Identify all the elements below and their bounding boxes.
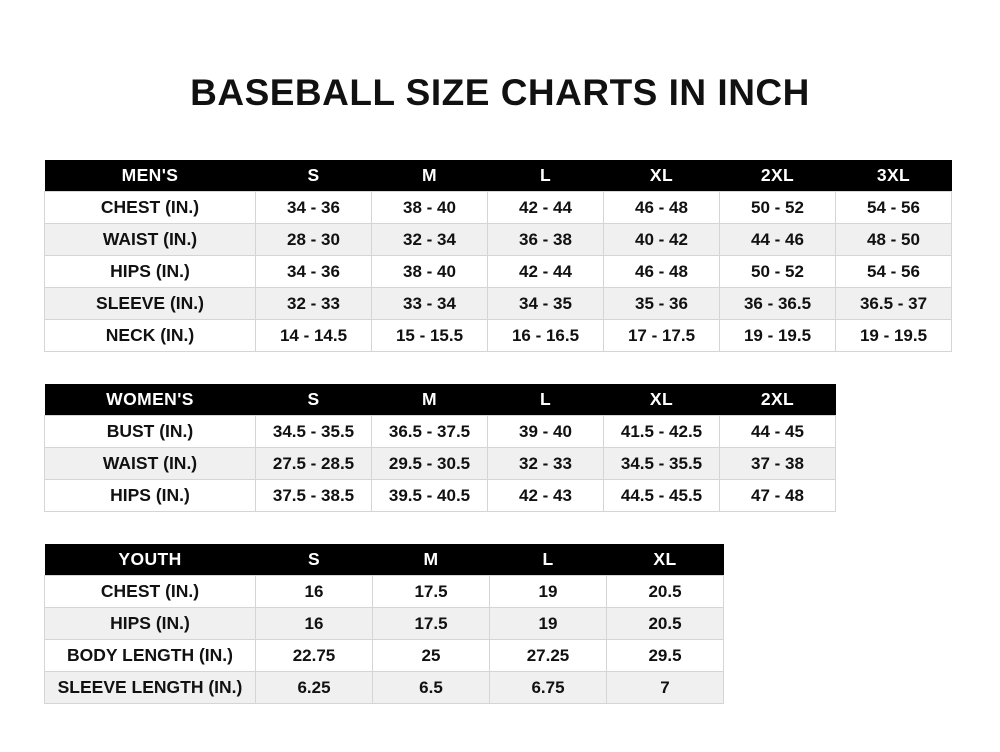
cell: 40 - 42 bbox=[604, 224, 720, 256]
cell: 33 - 34 bbox=[372, 288, 488, 320]
cell: 32 - 33 bbox=[256, 288, 372, 320]
cell: 36 - 38 bbox=[488, 224, 604, 256]
cell: 50 - 52 bbox=[720, 192, 836, 224]
tables-container bbox=[0, 160, 1000, 704]
cell: 44.5 - 45.5 bbox=[604, 480, 720, 512]
cell: 19 - 19.5 bbox=[720, 320, 836, 352]
table-row bbox=[45, 448, 836, 480]
cell: 32 - 33 bbox=[488, 448, 604, 480]
cell: 35 - 36 bbox=[604, 288, 720, 320]
table-row bbox=[45, 256, 952, 288]
mens-header-l: L bbox=[488, 160, 604, 192]
cell: 6.25 bbox=[256, 672, 373, 704]
youth-size-table bbox=[44, 544, 724, 704]
table-row bbox=[45, 192, 952, 224]
row-label: SLEEVE (IN.) bbox=[45, 288, 256, 320]
youth-header-m: M bbox=[373, 544, 490, 576]
mens-table-header bbox=[45, 160, 952, 192]
cell: 19 bbox=[490, 608, 607, 640]
table-row bbox=[45, 224, 952, 256]
youth-table-header bbox=[45, 544, 724, 576]
cell: 6.75 bbox=[490, 672, 607, 704]
table-row bbox=[45, 640, 724, 672]
cell: 7 bbox=[607, 672, 724, 704]
cell: 17.5 bbox=[373, 608, 490, 640]
cell: 37.5 - 38.5 bbox=[256, 480, 372, 512]
table-row bbox=[45, 672, 724, 704]
cell: 22.75 bbox=[256, 640, 373, 672]
table-row bbox=[45, 576, 724, 608]
cell: 34 - 35 bbox=[488, 288, 604, 320]
row-label: WAIST (IN.) bbox=[45, 224, 256, 256]
row-label: CHEST (IN.) bbox=[45, 192, 256, 224]
cell: 6.5 bbox=[373, 672, 490, 704]
cell: 39.5 - 40.5 bbox=[372, 480, 488, 512]
mens-header-xl: XL bbox=[604, 160, 720, 192]
youth-header-s: S bbox=[256, 544, 373, 576]
womens-header-s: S bbox=[256, 384, 372, 416]
row-label: NECK (IN.) bbox=[45, 320, 256, 352]
cell: 46 - 48 bbox=[604, 192, 720, 224]
row-label: HIPS (IN.) bbox=[45, 480, 256, 512]
cell: 20.5 bbox=[607, 576, 724, 608]
cell: 14 - 14.5 bbox=[256, 320, 372, 352]
cell: 29.5 bbox=[607, 640, 724, 672]
womens-table-header bbox=[45, 384, 836, 416]
row-label: HIPS (IN.) bbox=[45, 256, 256, 288]
mens-header-3xl: 3XL bbox=[836, 160, 952, 192]
cell: 41.5 - 42.5 bbox=[604, 416, 720, 448]
mens-size-table bbox=[44, 160, 952, 352]
womens-header-label: WOMEN'S bbox=[45, 384, 256, 416]
table-spacer bbox=[44, 512, 1000, 544]
table-row bbox=[45, 608, 724, 640]
youth-header-label: YOUTH bbox=[45, 544, 256, 576]
cell: 46 - 48 bbox=[604, 256, 720, 288]
cell: 19 bbox=[490, 576, 607, 608]
cell: 39 - 40 bbox=[488, 416, 604, 448]
womens-header-xl: XL bbox=[604, 384, 720, 416]
cell: 37 - 38 bbox=[720, 448, 836, 480]
table-row bbox=[45, 480, 836, 512]
table-spacer bbox=[44, 352, 1000, 384]
row-label: CHEST (IN.) bbox=[45, 576, 256, 608]
cell: 25 bbox=[373, 640, 490, 672]
cell: 36.5 - 37 bbox=[836, 288, 952, 320]
cell: 34 - 36 bbox=[256, 192, 372, 224]
row-label: SLEEVE LENGTH (IN.) bbox=[45, 672, 256, 704]
table-row bbox=[45, 288, 952, 320]
cell: 36.5 - 37.5 bbox=[372, 416, 488, 448]
cell: 42 - 44 bbox=[488, 192, 604, 224]
womens-header-m: M bbox=[372, 384, 488, 416]
cell: 16 bbox=[256, 608, 373, 640]
cell: 34.5 - 35.5 bbox=[604, 448, 720, 480]
mens-header-s: S bbox=[256, 160, 372, 192]
cell: 44 - 45 bbox=[720, 416, 836, 448]
cell: 32 - 34 bbox=[372, 224, 488, 256]
cell: 34.5 - 35.5 bbox=[256, 416, 372, 448]
womens-size-table bbox=[44, 384, 836, 512]
cell: 34 - 36 bbox=[256, 256, 372, 288]
mens-table-body bbox=[45, 192, 952, 352]
cell: 50 - 52 bbox=[720, 256, 836, 288]
youth-header-xl: XL bbox=[607, 544, 724, 576]
cell: 48 - 50 bbox=[836, 224, 952, 256]
table-row bbox=[45, 416, 836, 448]
table-header-row bbox=[45, 384, 836, 416]
cell: 54 - 56 bbox=[836, 192, 952, 224]
mens-header-label: MEN'S bbox=[45, 160, 256, 192]
row-label: BODY LENGTH (IN.) bbox=[45, 640, 256, 672]
cell: 44 - 46 bbox=[720, 224, 836, 256]
mens-header-2xl: 2XL bbox=[720, 160, 836, 192]
cell: 15 - 15.5 bbox=[372, 320, 488, 352]
womens-table-body bbox=[45, 416, 836, 512]
youth-table-body bbox=[45, 576, 724, 704]
cell: 19 - 19.5 bbox=[836, 320, 952, 352]
table-header-row bbox=[45, 544, 724, 576]
cell: 42 - 44 bbox=[488, 256, 604, 288]
mens-header-m: M bbox=[372, 160, 488, 192]
cell: 54 - 56 bbox=[836, 256, 952, 288]
cell: 16 bbox=[256, 576, 373, 608]
table-header-row bbox=[45, 160, 952, 192]
cell: 27.5 - 28.5 bbox=[256, 448, 372, 480]
page-title: BASEBALL SIZE CHARTS IN INCH bbox=[190, 72, 810, 113]
cell: 16 - 16.5 bbox=[488, 320, 604, 352]
cell: 38 - 40 bbox=[372, 192, 488, 224]
row-label: HIPS (IN.) bbox=[45, 608, 256, 640]
cell: 38 - 40 bbox=[372, 256, 488, 288]
cell: 29.5 - 30.5 bbox=[372, 448, 488, 480]
cell: 20.5 bbox=[607, 608, 724, 640]
womens-header-2xl: 2XL bbox=[720, 384, 836, 416]
cell: 17 - 17.5 bbox=[604, 320, 720, 352]
youth-header-l: L bbox=[490, 544, 607, 576]
cell: 42 - 43 bbox=[488, 480, 604, 512]
cell: 36 - 36.5 bbox=[720, 288, 836, 320]
cell: 17.5 bbox=[373, 576, 490, 608]
cell: 28 - 30 bbox=[256, 224, 372, 256]
womens-header-l: L bbox=[488, 384, 604, 416]
cell: 27.25 bbox=[490, 640, 607, 672]
cell: 47 - 48 bbox=[720, 480, 836, 512]
table-row bbox=[45, 320, 952, 352]
row-label: WAIST (IN.) bbox=[45, 448, 256, 480]
row-label: BUST (IN.) bbox=[45, 416, 256, 448]
